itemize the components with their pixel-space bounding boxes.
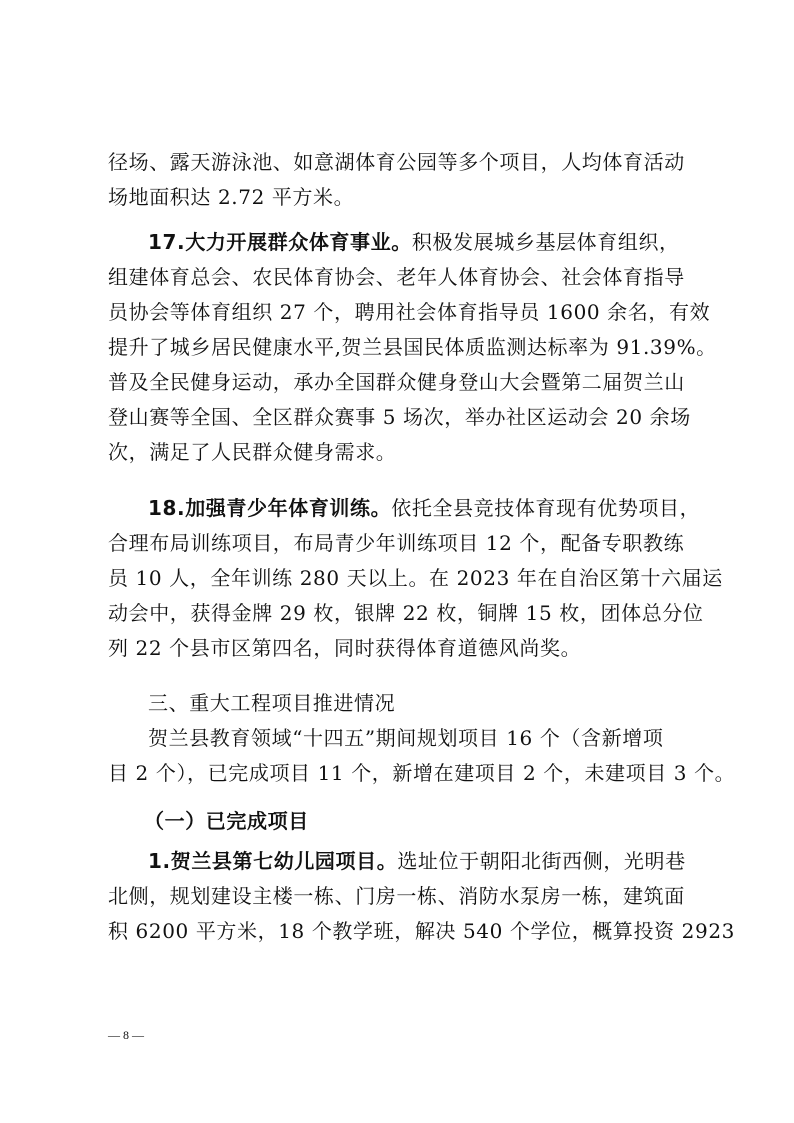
text-line: 列 22 个县市区第四名，同时获得体育道德风尚奖。	[108, 636, 582, 660]
text-run: 依托全县竞技体育现有优势项目，	[391, 496, 701, 520]
item-title: 1.贺兰县第七幼儿园项目。	[148, 849, 398, 873]
text-line: 贺兰县教育领域“十四五”期间规划项目 16 个（含新增项	[148, 726, 664, 750]
text-line: 次，满足了人民群众健身需求。	[108, 440, 397, 464]
paragraph-title: 18.加强青少年体育训练。	[148, 496, 392, 520]
text-line: 提升了城乡居民健康水平,贺兰县国民体质监测达标率为 91.39%。	[108, 335, 717, 359]
paragraph-sports-venues	[108, 145, 692, 215]
text-run: 选址位于朝阳北街西侧，光明巷	[397, 849, 686, 873]
text-line: 登山赛等全国、全区群众赛事 5 场次，举办社区运动会 20 余场	[108, 405, 691, 429]
text-line: 员协会等体育组织 27 个，聘用社会体育指导员 1600 余名，有效	[108, 300, 711, 324]
section-3-major-projects	[108, 686, 736, 791]
text-line: 员 10 人，全年训练 280 天以上。在 2023 年在自治区第十六届运	[108, 566, 723, 590]
paragraph-title: 17.大力开展群众体育事业。	[148, 230, 412, 254]
item-1-kindergarten	[108, 844, 735, 949]
text-line: 普及全民健身运动，承办全国群众健身登山大会暨第二届贺兰山	[108, 370, 685, 394]
text-line: 目 2 个），已完成项目 11 个，新增在建项目 2 个，未建项目 3 个。	[108, 761, 736, 785]
text-run: 积极发展城乡基层体育组织，	[411, 230, 680, 254]
paragraph-17-mass-sports	[108, 225, 717, 470]
text-line: 径场、露天游泳池、如意湖体育公园等多个项目，人均体育活动	[108, 150, 685, 174]
text-line: 积 6200 平方米，18 个教学班，解决 540 个学位，概算投资 2923	[108, 919, 735, 943]
text-line	[108, 844, 692, 879]
page-number: — 8 —	[108, 1028, 144, 1042]
subsection-heading: （一）已完成项目	[144, 809, 309, 833]
text-line	[108, 491, 701, 526]
text-line: 北侧，规划建设主楼一栋、门房一栋、消防水泵房一栋，建筑面	[108, 884, 685, 908]
text-line: 动会中，获得金牌 29 枚，银牌 22 枚，铜牌 15 枚，团体总分位	[108, 601, 704, 625]
text-line: 场地面积达 2.72 平方米。	[108, 185, 355, 209]
section-heading: 三、重大工程项目推进情况	[148, 691, 396, 715]
text-line: 合理布局训练项目，布局青少年训练项目 12 个，配备专职教练	[108, 531, 685, 555]
text-line: 组建体育总会、农民体育协会、老年人体育协会、社会体育指导	[108, 265, 685, 289]
paragraph-18-youth-training	[108, 491, 723, 666]
subsection-completed-projects	[108, 804, 692, 839]
text-line	[108, 225, 692, 260]
